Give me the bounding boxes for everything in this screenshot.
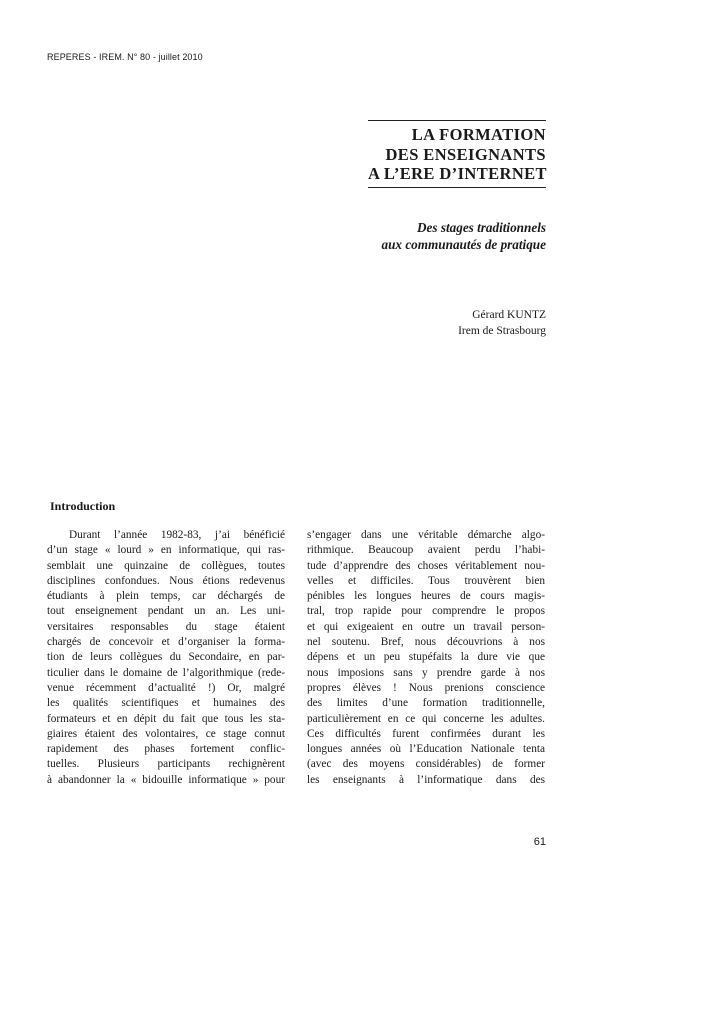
body-line: dépens et un peu stupéfaits la dure vie que [307,651,545,664]
body-line: formateurs et en dépit du fait que tous les sta- [47,712,285,725]
body-line: à abandonner la « bidouille informatique » pour [47,773,285,786]
body-line: giaires étaient des volontaires, ce stage connut [47,727,285,740]
body-line: Durant l’année 1982-83, j’ai bénéficié [69,529,285,541]
body-line: rithmique. Beaucoup avaient perdu l’habi- [307,544,545,557]
author-name: Gérard KUNTZ [472,309,546,321]
body-column-right [307,528,545,788]
body-line: des limites d’une formation traditionnelle, [307,697,545,710]
running-header: REPERES - IREM. N° 80 - juillet 2010 [47,52,203,62]
body-line: nel soutenu. Bref, nous découvrions à nos [307,636,545,649]
body-line: chargés de concevoir et d’organiser la forma- [47,636,285,649]
author-block [360,307,546,339]
body-column-left [47,528,285,788]
body-line: ticulier dans le domaine de l’algorithmique (rede- [47,666,285,679]
body-line: pénibles les longues heures de cours magis- [307,590,545,603]
body-line: s’engager dans une véritable démarche algo- [307,529,545,541]
body-line: nous imposions sans y prendre garde à nos [307,666,545,679]
body-line: rapidement des phases fortement conflic- [47,743,285,756]
body-line: les qualités scientifiques et humaines des [47,697,285,710]
author-affiliation: Irem de Strasbourg [458,325,546,337]
body-line: particulièrement en ce qui concerne les adultes. [307,712,545,725]
article-subtitle [300,219,546,253]
body-line: velles et difficiles. Tous trouvèrent bien [307,574,545,587]
section-heading: Introduction [50,499,116,513]
title-line: DES ENSEIGNANTS [385,144,546,164]
body-line: semblait une quinzaine de collègues, toutes [47,559,285,572]
article-title [368,120,546,188]
body-line: propres élèves ! Nous prenions conscience [307,681,545,694]
body-line: et qui exigeaient en outre un travail person- [307,620,545,633]
body-line: tuelles. Plusieurs participants rechignèrent [47,758,285,771]
body-line: tout enseignement pendant un an. Les uni- [47,605,285,618]
body-line: tion de leurs collègues du Secondaire, en par- [47,651,285,664]
body-line: d’un stage « lourd » en informatique, qui ras- [47,544,285,557]
title-line: LA FORMATION [411,125,546,144]
body-line: venue récemment d’actualité !) Or, malgré [47,681,285,694]
subtitle-line: Des stages traditionnels [417,220,546,235]
title-line: A L’ERE D’INTERNET [368,164,547,183]
body-line: Ces difficultés furent confirmées durant les [307,727,545,740]
body-line: longues années où l’Education Nationale tenta [307,743,545,756]
body-line: tral, trop rapide pour comprendre le propos [307,605,545,618]
body-line: étudiants à plein temps, car déchargés de [47,590,285,603]
body-line: disciplines confondues. Nous étions redevenus [47,574,285,587]
body-line: (avec des moyens considérables) de former [307,758,545,771]
page-number: 61 [533,836,546,848]
body-line: les enseignants à l’informatique dans des [307,773,545,786]
subtitle-line: aux communautés de pratique [381,237,546,252]
body-line: versitaires responsables du stage étaient [47,620,285,633]
body-line: tude d’apprendre des choses véritablement nou- [307,559,545,572]
